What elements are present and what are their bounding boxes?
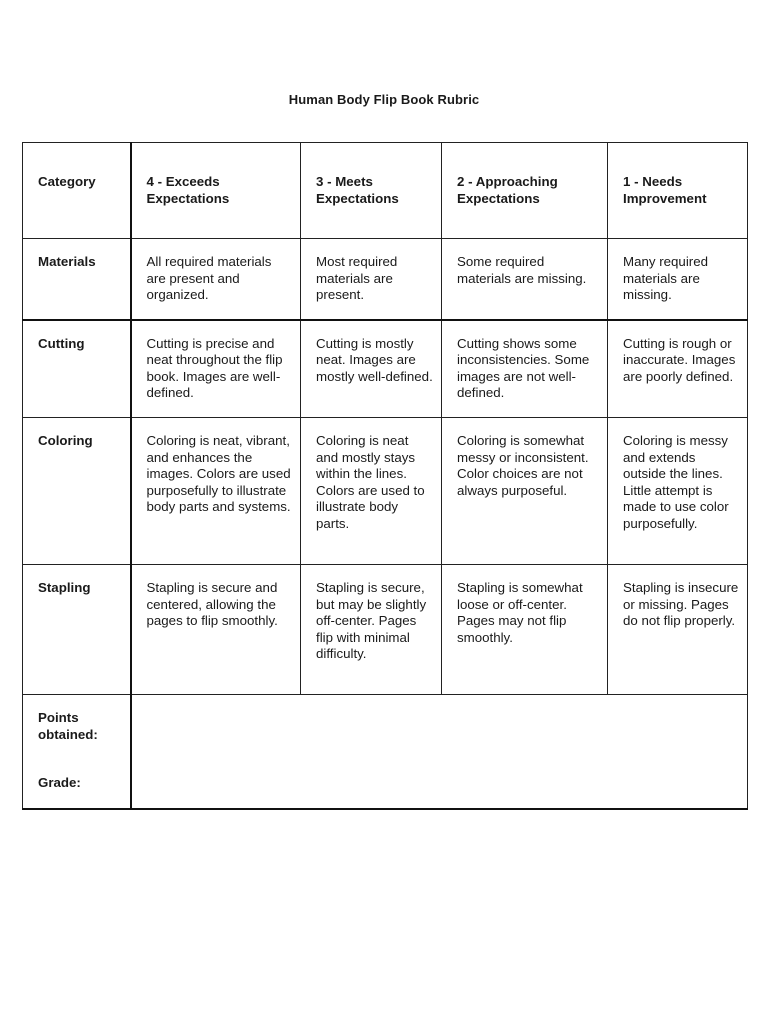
cell-level-4: All required materials are present and organized. — [131, 239, 301, 320]
cell-level-2: Cutting shows some inconsistencies. Some images are not well-defined. — [442, 320, 608, 418]
cell-level-2: Stapling is somewhat loose or off-center. Pages may not flip smoothly. — [442, 565, 608, 695]
cell-level-4: Cutting is precise and neat throughout the flip book. Images are well-defined. — [131, 320, 301, 418]
row-category-coloring: Coloring — [23, 418, 131, 565]
table-header-row — [23, 143, 748, 239]
cell-level-2: Some required materials are missing. — [442, 239, 608, 320]
table-row — [23, 239, 748, 320]
points-grade-labels — [23, 695, 131, 809]
row-category-cutting: Cutting — [23, 320, 131, 418]
cell-level-3: Stapling is secure, but may be slightly off-center. Pages flip with minimal difficulty. — [301, 565, 442, 695]
table-row — [23, 320, 748, 418]
cell-level-1: Coloring is messy and extends outside the lines. Little attempt is made to use color purposefully. — [608, 418, 748, 565]
points-grade-entry-area[interactable] — [131, 695, 748, 809]
cell-level-2: Coloring is somewhat messy or inconsistent. Color choices are not always purposeful. — [442, 418, 608, 565]
grade-label: Grade: — [38, 775, 81, 790]
row-category-stapling: Stapling — [23, 565, 131, 695]
header-level-4: 4 - Exceeds Expectations — [131, 143, 301, 239]
row-category-materials: Materials — [23, 239, 131, 320]
cell-level-3: Coloring is neat and mostly stays within the lines. Colors are used to illustrate body parts. — [301, 418, 442, 565]
points-row — [23, 695, 748, 809]
cell-level-1: Many required materials are missing. — [608, 239, 748, 320]
cell-level-1: Stapling is insecure or missing. Pages do not flip properly. — [608, 565, 748, 695]
cell-level-3: Most required materials are present. — [301, 239, 442, 320]
cell-level-4: Coloring is neat, vibrant, and enhances the images. Colors are used purposefully to illustrate body parts and systems. — [131, 418, 301, 565]
header-level-1: 1 - Needs Improvement — [608, 143, 748, 239]
table-row — [23, 565, 748, 695]
header-level-2: 2 - Approaching Expectations — [442, 143, 608, 239]
page-title: Human Body Flip Book Rubric — [288, 92, 480, 107]
cell-level-3: Cutting is mostly neat. Images are mostly well-defined. — [301, 320, 442, 418]
points-obtained-label: Points obtained: — [38, 710, 98, 742]
rubric-table — [22, 142, 748, 810]
cell-level-4: Stapling is secure and centered, allowing the pages to flip smoothly. — [131, 565, 301, 695]
header-level-3: 3 - Meets Expectations — [301, 143, 442, 239]
table-row — [23, 418, 748, 565]
header-category: Category — [23, 143, 131, 239]
cell-level-1: Cutting is rough or inaccurate. Images are poorly defined. — [608, 320, 748, 418]
